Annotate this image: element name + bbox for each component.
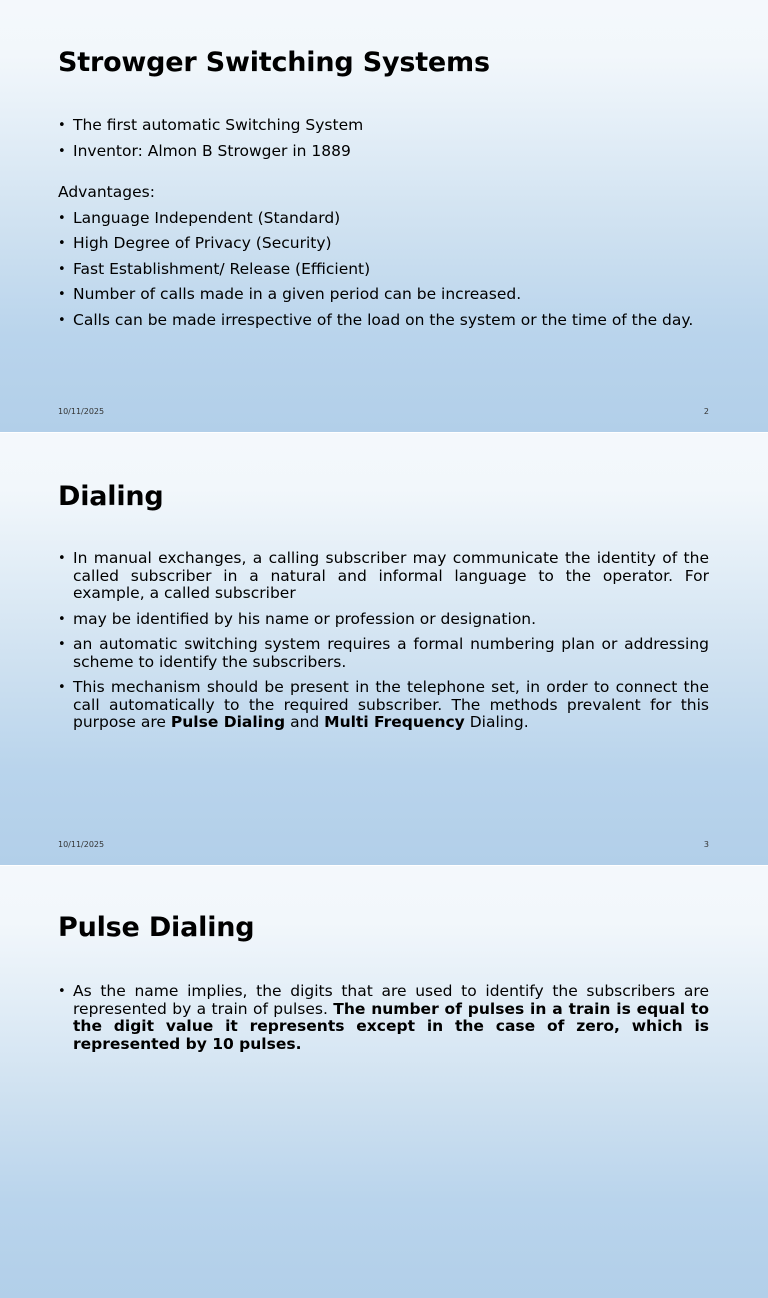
bullet-item: • may be identified by his name or profession or designation. [58,611,709,629]
bullet-item [58,983,709,1053]
slide-date: 10/11/2025 [58,840,105,849]
bullet-item: • High Degree of Privacy (Security) [58,235,709,253]
slide-title: Strowger Switching Systems [58,47,490,78]
slide-dialing [0,433,768,865]
bold-statement: The number of pulses in a train is equal to the digit value it represents except in the case of zero, which is represented by 10 pulses. [73,999,709,1053]
bold-term-pulse-dialing: Pulse Dialing [170,713,286,731]
bullet-item: • Calls can be made irrespective of the load on the system or the time of the day. [58,312,709,330]
slide-pulse-dialing [0,866,768,1298]
bullet-item: • Inventor: Almon B Strowger in 1889 [58,143,709,161]
bullet-text: This mechanism should be present in the telephone set, in order to connect the call automatically to the required subscriber. The methods prevalent for this purpose are [73,678,709,731]
bullet-item: • The first automatic Switching System [58,117,709,135]
bullet-text: and [285,713,325,731]
bullet-text: Dialing. [464,713,529,731]
bullet-item: • an automatic switching system requires a formal numbering plan or addressing scheme to identify the subscribers. [58,636,709,671]
bullet-item: • Fast Establishment/ Release (Efficient) [58,261,709,279]
slide-strowger [0,0,768,432]
bullet-item: • Number of calls made in a given period can be increased. [58,286,709,304]
bullet-item [58,679,709,732]
bullet-text: As the name implies, the digits that are used to identify the subscribers are represented by a train of pulses. [73,982,709,1018]
slide-number: 3 [703,840,709,849]
slide-title: Dialing [58,481,164,512]
bullet-item: • Language Independent (Standard) [58,210,709,228]
slide-body [58,117,709,337]
advantages-label: Advantages: [58,183,155,201]
slide-number: 2 [703,407,709,416]
slide-body [58,983,709,1061]
bullet-item: • In manual exchanges, a calling subscriber may communicate the identity of the called subscriber in a natural and informal language to the operator. For example, a called subscriber [58,550,709,603]
slide-body [58,550,709,740]
bold-term-multi-frequency: Multi Frequency [324,713,465,731]
slide-title: Pulse Dialing [58,912,255,943]
spacer [58,168,709,184]
slide-date: 10/11/2025 [58,407,105,416]
